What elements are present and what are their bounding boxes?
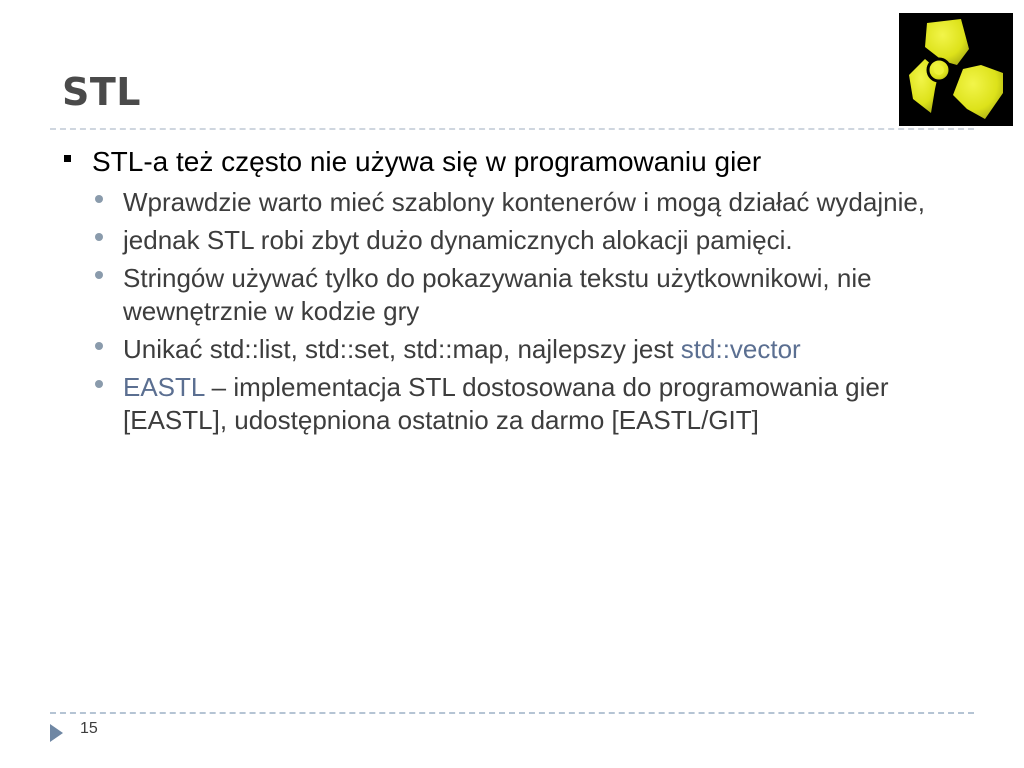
square-bullet-icon: [64, 155, 71, 162]
sub-bullet-text-part: Wprawdzie warto mieć szablony kontenerów i mogą działać wydajnie,: [123, 187, 926, 217]
std-vector-link[interactable]: std::vector: [680, 334, 801, 364]
sub-bullet-text-part: Stringów używać tylko do pokazywania tekstu użytkownikowi, nie wewnętrznie w kodzie gry: [123, 263, 872, 326]
eastl-link[interactable]: EASTL: [123, 372, 205, 402]
page-number: 15: [80, 720, 98, 737]
sub-bullet-text-part: Unikać std::list, std::set, std::map, najlepszy jest: [123, 334, 681, 364]
round-bullet-icon: [95, 380, 103, 388]
sub-bullet-list: [62, 186, 982, 437]
radiation-logo-icon: [899, 13, 1013, 126]
triangle-arrow-icon: [50, 724, 63, 742]
slide-title: STL: [62, 70, 142, 114]
sub-bullet-text: [123, 334, 801, 364]
title-divider: [50, 128, 974, 130]
round-bullet-icon: [95, 342, 103, 350]
slide-body: [62, 143, 982, 440]
round-bullet-icon: [95, 271, 103, 279]
sub-bullet-text: [123, 372, 888, 435]
sub-bullet-item: [62, 262, 982, 328]
round-bullet-icon: [95, 195, 103, 203]
sub-bullet-item: [62, 333, 982, 366]
round-bullet-icon: [95, 233, 103, 241]
radiation-logo-graphic: [899, 13, 1013, 126]
sub-bullet-text: [123, 187, 925, 217]
sub-bullet-text: [123, 263, 872, 326]
sub-bullet-item: [62, 224, 982, 257]
main-bullet-item: [62, 143, 982, 181]
sub-bullet-item: [62, 186, 982, 219]
main-bullet-text: STL-a też często nie używa się w programowaniu gier: [92, 146, 762, 177]
footer-divider: [50, 712, 974, 714]
sub-bullet-item: [62, 371, 982, 437]
sub-bullet-text: [123, 225, 793, 255]
sub-bullet-text-part: jednak STL robi zbyt dużo dynamicznych alokacji pamięci.: [123, 225, 793, 255]
sub-bullet-text-part: – implementacja STL dostosowana do programowania gier [EASTL], udostępniona ostatnio za darmo [EASTL/GIT]: [123, 372, 889, 435]
